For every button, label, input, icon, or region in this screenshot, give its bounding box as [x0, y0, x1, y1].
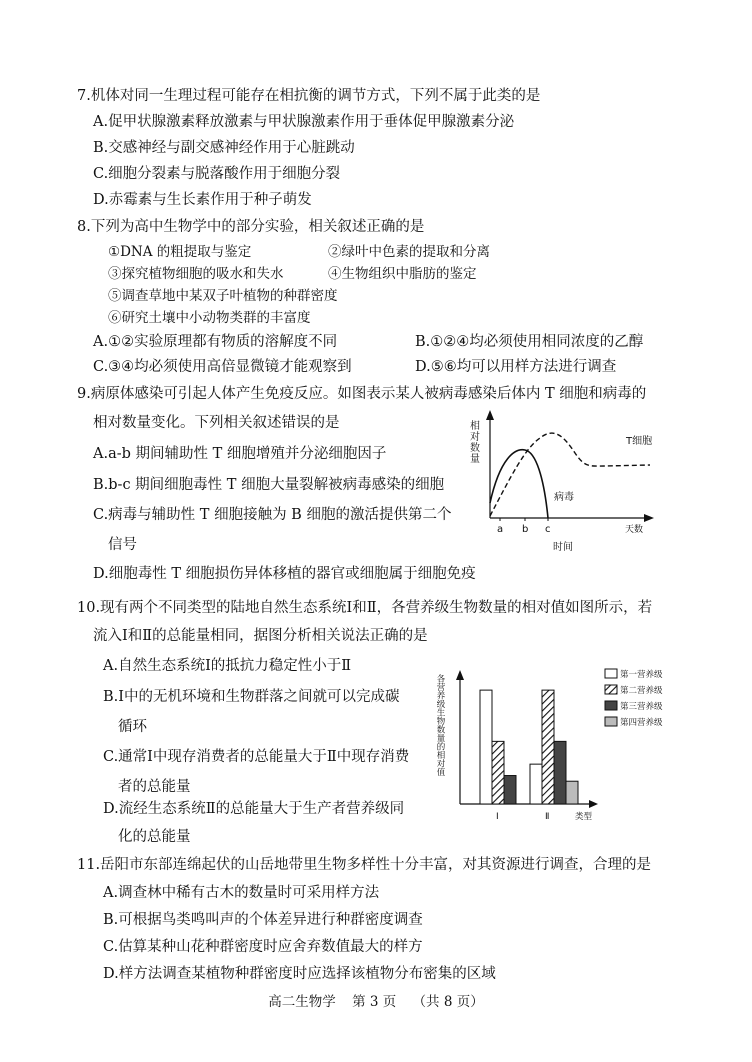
legend-label-2: 第二营养级 — [620, 686, 663, 696]
bar-1-series-3 — [504, 776, 516, 804]
q10-stem-line1: 10.现有两个不同类型的陆地自然生态系统Ⅰ和Ⅱ，各营养级生物数量的相对值如图所示，若 — [77, 600, 653, 616]
q8-option-b: B.①②④均必须使用相同浓度的乙醇 — [415, 334, 644, 350]
q9-stem-line2: 相对数量变化。下列相关叙述错误的是 — [93, 415, 340, 431]
q8-option-a: A.①②实验原理都有物质的溶解度不同 — [93, 334, 338, 350]
q10-bar-chart — [435, 666, 688, 828]
q9-y-arrow — [486, 410, 494, 420]
q9-virus-curve — [490, 450, 548, 518]
q9-line-figure — [467, 408, 680, 558]
q11-option-a: A.调查林中稀有古木的数量时可采用样方法 — [103, 885, 380, 901]
q9-t-cell-label: T细胞 — [626, 436, 653, 447]
q7-option-b: B.交感神经与副交感神经作用于心脏跳动 — [93, 140, 355, 156]
q9-option-d: D.细胞毒性 T 细胞损伤异体移植的器官或细胞属于细胞免疫 — [93, 566, 476, 582]
q9-tick-label-a: a — [497, 524, 504, 535]
legend-label-3: 第三营养级 — [620, 702, 663, 712]
q8-stem: 8.下列为高中生物学中的部分实验，相关叙述正确的是 — [77, 219, 425, 235]
q9-option-b: B.b-c 期间细胞毒性 T 细胞大量裂解被病毒感染的细胞 — [93, 477, 445, 493]
bar-2-series-2 — [542, 690, 554, 804]
q9-option-c-cont: 信号 — [108, 537, 137, 553]
q10-option-b: B.Ⅰ中的无机环境和生物群落之间就可以完成碳 — [103, 689, 400, 705]
bar-2-series-1 — [530, 764, 542, 804]
q10-y-label: 各营养级生物数量的相对值 — [435, 674, 445, 776]
q8-item-4: ④生物组织中脂肪的鉴定 — [328, 266, 477, 282]
legend-swatch-2 — [605, 685, 617, 694]
q10-option-d-cont: 化的总能量 — [118, 829, 191, 845]
q7-option-a: A.促甲状腺激素释放激素与甲状腺激素作用于垂体促甲腺激素分泌 — [93, 114, 515, 130]
q8-item-3: ③探究植物细胞的吸水和失水 — [108, 266, 284, 282]
q9-y-label: 相对数量 — [467, 420, 479, 464]
q10-legend — [605, 669, 663, 728]
legend-swatch-4 — [605, 717, 617, 726]
footer-subject: 高二生物学 — [268, 994, 336, 1010]
q11-option-d: D.样方法调查某植物种群密度时应选择该植物分布密集的区域 — [103, 966, 496, 982]
q10-stem-line2: 流入Ⅰ和Ⅱ的总能量相同，据图分析相关说法正确的是 — [93, 628, 428, 644]
q9-x-caption: 时间 — [553, 542, 573, 553]
bar-2-series-4 — [566, 781, 578, 804]
q11-option-b: B.可根据鸟类鸣叫声的个体差异进行种群密度调查 — [103, 912, 423, 928]
q9-virus-label: 病毒 — [554, 492, 574, 503]
q8-option-c: C.③④均必须使用高倍显微镜才能观察到 — [93, 359, 352, 375]
q7-option-c: C.细胞分裂素与脱落酸作用于细胞分裂 — [93, 166, 341, 182]
q10-x-arrow — [589, 800, 598, 808]
q8-item-2: ②绿叶中色素的提取和分离 — [328, 244, 490, 260]
q11-option-c: C.估算某种山花种群密度时应舍弃数值最大的样方 — [103, 939, 423, 955]
q8-item-6: ⑥研究土壤中小动物类群的丰富度 — [108, 310, 311, 326]
legend-swatch-1 — [605, 669, 617, 678]
q10-category-label-2: Ⅱ — [545, 812, 550, 822]
q10-option-d: D.流经生态系统Ⅱ的总能量大于生产者营养级同 — [103, 801, 405, 817]
q10-option-b-cont: 循环 — [118, 719, 147, 735]
q9-x-label: 天数 — [625, 525, 644, 535]
footer-total: （共 8 页） — [412, 994, 484, 1010]
q10-y-arrow — [456, 670, 464, 680]
q8-item-1: ①DNA 的粗提取与鉴定 — [108, 244, 252, 260]
q9-option-a: A.a-b 期间辅助性 T 细胞增殖并分泌细胞因子 — [93, 446, 387, 462]
bar-1-series-2 — [492, 741, 504, 804]
legend-label-1: 第一营养级 — [620, 670, 663, 680]
q8-option-d: D.⑤⑥均可以用样方法进行调查 — [415, 359, 617, 375]
q8-item-5: ⑤调查草地中某双子叶植物的种群密度 — [108, 288, 338, 304]
page-footer — [0, 990, 752, 1010]
bar-1-series-1 — [480, 690, 492, 804]
q10-option-c-cont: 者的总能量 — [118, 779, 191, 795]
q10-x-label: 类型 — [575, 812, 593, 822]
q7-option-d: D.赤霉素与生长素作用于种子萌发 — [93, 192, 312, 208]
q9-stem-line1: 9.病原体感染可引起人体产生免疫反应。如图表示某人被病毒感染后体内 T 细胞和病毒的 — [77, 386, 647, 402]
footer-page: 第 3 页 — [352, 994, 397, 1010]
q9-tick-label-c: c — [545, 524, 551, 535]
q9-option-c: C.病毒与辅助性 T 细胞接触为 B 细胞的激活提供第二个 — [93, 507, 452, 523]
q10-category-label-1: Ⅰ — [496, 812, 499, 822]
bar-2-series-3 — [554, 741, 566, 804]
q9-tick-label-b: b — [522, 524, 529, 535]
q11-stem: 11.岳阳市东部连绵起伏的山岳地带里生物多样性十分丰富，对其资源进行调查，合理的是 — [77, 857, 652, 873]
q7-stem: 7.机体对同一生理过程可能存在相抗衡的调节方式，下列不属于此类的是 — [77, 88, 541, 104]
legend-label-4: 第四营养级 — [620, 718, 663, 728]
q10-option-c: C.通常Ⅰ中现存消费者的总能量大于Ⅱ中现存消费 — [103, 749, 410, 765]
q9-x-arrow — [644, 514, 654, 522]
q10-option-a: A.自然生态系统Ⅰ的抵抗力稳定性小于Ⅱ — [103, 658, 352, 674]
legend-swatch-3 — [605, 701, 617, 710]
